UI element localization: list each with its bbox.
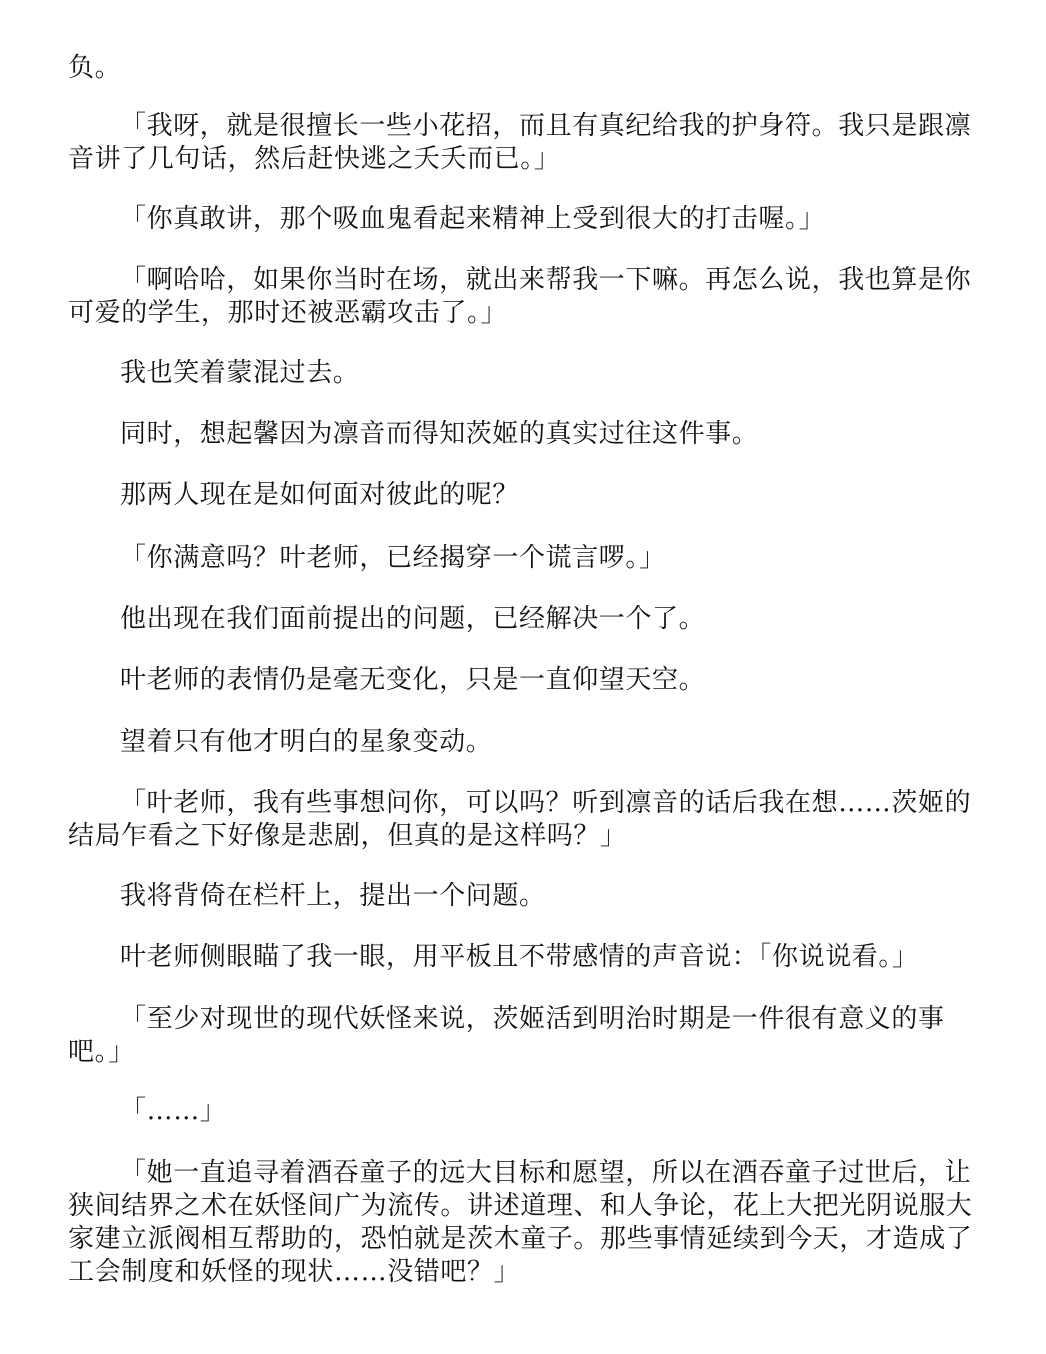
paragraph: 我将背倚在栏杆上，提出一个问题。: [120, 881, 546, 911]
paragraph: 那两人现在是如何面对彼此的呢？: [120, 480, 520, 510]
paragraph: 「……」: [120, 1096, 227, 1126]
paragraph: 叶老师侧眼瞄了我一眼，用平板且不带感情的声音说：「你说说看。」: [120, 942, 919, 972]
paragraph: 他出现在我们面前提出的问题，已经解决一个了。: [120, 604, 706, 634]
paragraph: 「你满意吗？叶老师，已经揭穿一个谎言啰。」: [120, 543, 666, 573]
paragraph: 叶老师的表情仍是毫无变化，只是一直仰望天空。: [120, 665, 706, 695]
paragraph: 负。: [68, 53, 122, 83]
paragraph: 同时，想起馨因为凛音而得知茨姬的真实过往这件事。: [120, 419, 759, 449]
paragraph: 「啊哈哈，如果你当时在场，就出来帮我一下嘛。再怎么说，我也算是你可爱的学生，那时还被恶霸攻击了。」: [68, 265, 972, 328]
paragraph: 我也笑着蒙混过去。: [120, 358, 360, 388]
paragraph: 「叶老师，我有些事想问你，可以吗？听到凛音的话后我在想……茨姬的结局乍看之下好像是悲剧，但真的是这样吗？」: [68, 788, 972, 851]
paragraph: 望着只有他才明白的星象变动。: [120, 727, 493, 757]
paragraph: 「我呀，就是很擅长一些小花招，而且有真纪给我的护身符。我只是跟凛音讲了几句话，然后赶快逃之夭夭而已。」: [68, 111, 972, 174]
paragraph: 「你真敢讲，那个吸血鬼看起来精神上受到很大的打击喔。」: [120, 204, 826, 234]
paragraph: 「她一直追寻着酒吞童子的远大目标和愿望，所以在酒吞童子过世后，让狭间结界之术在妖怪间广为流传。讲述道理、和人争论，花上大把光阴说服大家建立派阀相互帮助的，恐怕就是茨木童子。那些事情延续到今天，才造成了工会制度和妖怪的现状……没错吧？」: [68, 1158, 973, 1287]
paragraph: 「至少对现世的现代妖怪来说，茨姬活到明治时期是一件很有意义的事吧。」: [68, 1004, 945, 1067]
